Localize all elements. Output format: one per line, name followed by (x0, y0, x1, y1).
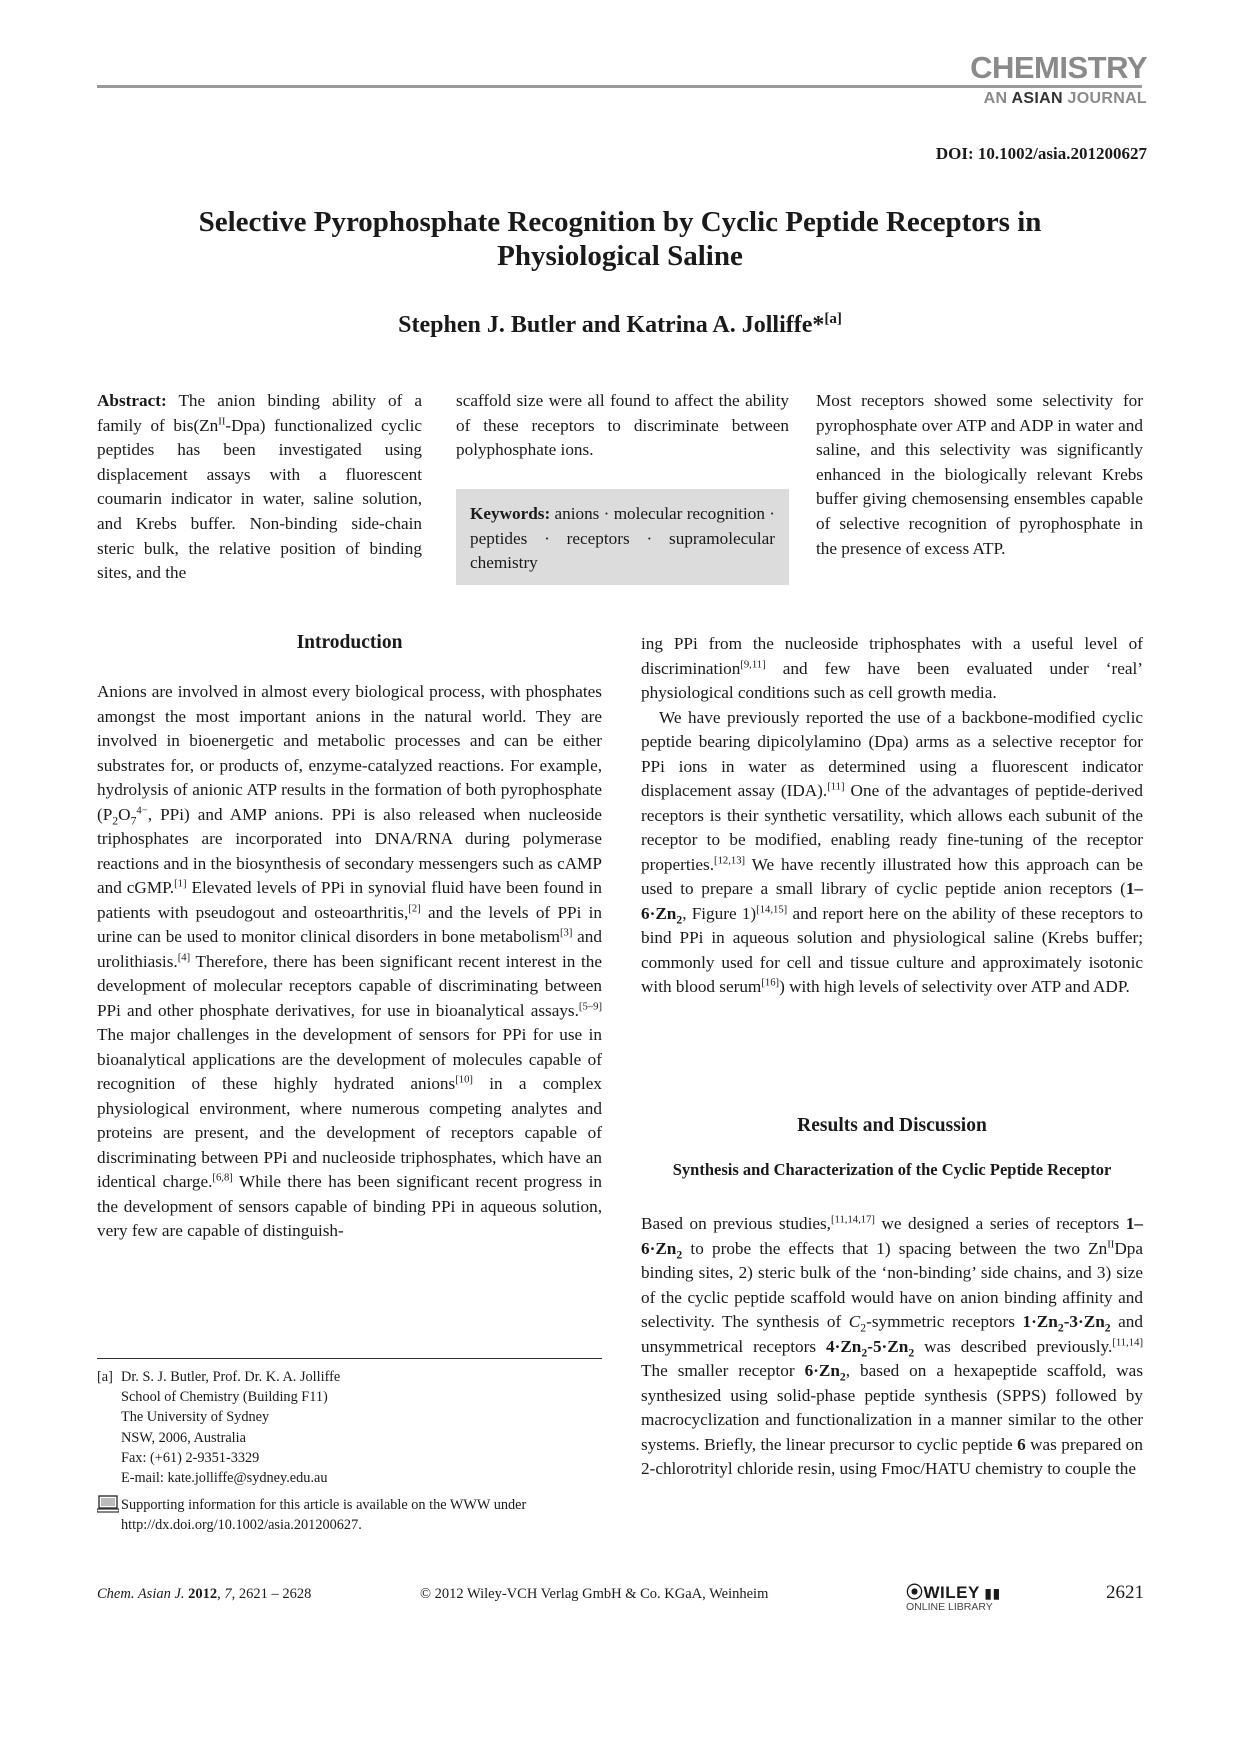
email-link[interactable]: E-mail: kate.jolliffe@sydney.edu.au (121, 1470, 328, 1487)
computer-icon (97, 1495, 119, 1519)
results-text: Based on previous studies,[11,14,17] we designed a series of receptors $1-6\cdot Zn_2$ to probe the effects that 1) spacing between the two $Zn^{II}Dpa$ binding sites, 2) steric bulk of the ‘non-binding’ side chains, and 3) size of the cyclic peptide scaffold would have on anion binding affinity and selectivity. The synthesis of $C_2$-symmetric receptors $1\cdot Zn_2-3\cdot Zn_2$ and unsymmetrical receptors $4\cdot Zn_2-5\cdot Zn_2$ was described previously.[11,14] The smaller receptor $6\cdot Zn_2$, based on a hexapeptide scaffold, was synthesized using solid-phase peptide synthesis (SPPS) followed by macrocyclization and functionalization in a manner similar to the other systems. Briefly, the linear precursor to cyclic peptide 6 was prepared on 2-chlorotrityl chloride resin, using Fmoc/HATU chemistry to couple the (641, 1214, 1144, 1478)
footnote-rule (97, 1358, 602, 1359)
intro-left-column: Anions are involved in almost every biological process, with phosphates amongst the most important anions in the natural world. They are involved in bioenergetic and metabolic processes and can be either substrates for, or products of, enzyme-catalyzed reactions. For example, hydrolysis of anionic ATP results in the formation of both pyrophosphate ($P_2O_7^{4-}$, PPi) and AMP anions. PPi is also released when nucleoside triphosphates are incorporated into DNA/RNA during polymerase reactions and in the biosynthesis of secondary messengers such as cAMP and cGMP.[1] Elevated levels of PPi in synovial fluid have been found in patients with pseudogout and osteoarthritis,[2] and the levels of PPi in urine can be used to monitor clinical disorders in bone metabolism[3] and urolithiasis.[4] Therefore, there has been significant recent interest in the development of molecular receptors capable of discriminating between PPi and other phosphate derivatives, for use in bioanalytical assays.[5–9] The major challenges in the development of sensors for PPi for use in bioanalytical applications are the development of molecules capable of recognition of these highly hydrated anions[10] in a complex physiological environment, where numerous competing analytes and proteins are present, and the development of receptors capable of discriminating between PPi and nucleoside triphosphates, which have an identical charge.[6,8] While there has been significant recent progress in the development of sensors capable of binding PPi in aqueous solution, very few are capable of distinguish- (97, 682, 603, 1240)
authors: Stephen J. Butler and Katrina A. Jolliffe*[a] (398, 311, 842, 338)
article-title: Selective Pyrophosphate Recognition by Cyclic Peptide Receptors in Physiological Saline (198, 206, 1042, 272)
doi[interactable]: DOI: 10.1002/asia.201200627 (935, 144, 1147, 163)
results-heading: Results and Discussion (797, 1115, 987, 1136)
wiley-mark-icon: ⦿ (906, 1583, 924, 1602)
footer-citation: Chem. Asian J. 2012, 7, 2621 – 2628 (97, 1586, 312, 1602)
abstract-col-2: scaffold size were all found to affect the ability of these receptors to discriminate between polyphosphate ions. (456, 391, 789, 460)
journal-subtitle: AN ASIAN JOURNAL (983, 90, 1147, 107)
intro-heading: Introduction (296, 632, 403, 653)
abstract-col-3: Most receptors showed some selectivity for pyrophosphate over ATP and ADP in water and saline, and this selectivity was significantly enhanced in the biologically relevant Krebs buffer giving chemosensing ensembles capable of selective recognition of pyrophosphate in the presence of excess ATP. (816, 391, 1143, 558)
page-number: 2621 (1106, 1582, 1144, 1603)
book-icon: ▮▮ (979, 1585, 1001, 1601)
supporting-info[interactable]: Supporting information for this article is available on the WWW under http://dx.doi.org/10.1002/asia.201200627. (97, 1495, 602, 1537)
footer-copyright: © 2012 Wiley-VCH Verlag GmbH & Co. KGaA, Weinheim (420, 1586, 769, 1602)
affiliation-footnote: [a] Dr. S. J. Butler, Prof. Dr. K. A. Jolliffe School of Chemistry (Building F11) The University of Sydney NSW, 2006, Australia Fax: (+61) 2-9351-3329 E-mail: kate.jolliffe@sydney.edu.au (97, 1367, 602, 1492)
results-subheading: Synthesis and Characterization of the Cyclic Peptide Receptor (672, 1160, 1112, 1179)
wiley-logo[interactable]: ⦿WILEY ▮▮ ONLINE LIBRARY (906, 1583, 1001, 1613)
journal-name: CHEMISTRY (970, 50, 1147, 85)
abstract-col-1: Abstract: The anion binding ability of a family of $bis(Zn^{II}-Dpa)$ functionalized cyclic peptides has been investigated using displacement assays with a fluorescent coumarin indicator in water, saline solution, and Krebs buffer. Non-binding side-chain steric bulk, the relative position of binding sites, and the (97, 391, 422, 583)
intro-right-column: ing PPi from the nucleoside triphosphates with a useful level of discrimination[9,11] and few have been evaluated under ‘real’ physiological conditions such as cell growth media. We have previously reported the use of a backbone-modified cyclic peptide bearing dipicolylamino (Dpa) arms as a selective receptor for PPi ions in water as determined using a fluorescent indicator displacement assay (IDA).[11] One of the advantages of peptide-derived receptors is their synthetic versatility, which allows each subunit of the receptor to be modified, enabling ready fine-tuning of the receptor properties.[12,13] We have recently illustrated how this approach can be used to prepare a small library of cyclic peptide anion receptors ($1-6\cdot Zn_2$, Figure 1)[14,15] and report here on the ability of these receptors to bind PPi in aqueous solution and physiological saline (Krebs buffer; commonly used for cell and tissue culture and approximately isotonic with blood serum[16]) with high levels of selectivity over ATP and ADP. (641, 634, 1143, 996)
keywords-box: Keywords: anions · molecular recognition · peptides · receptors · supramolecular chemistry (456, 489, 789, 585)
